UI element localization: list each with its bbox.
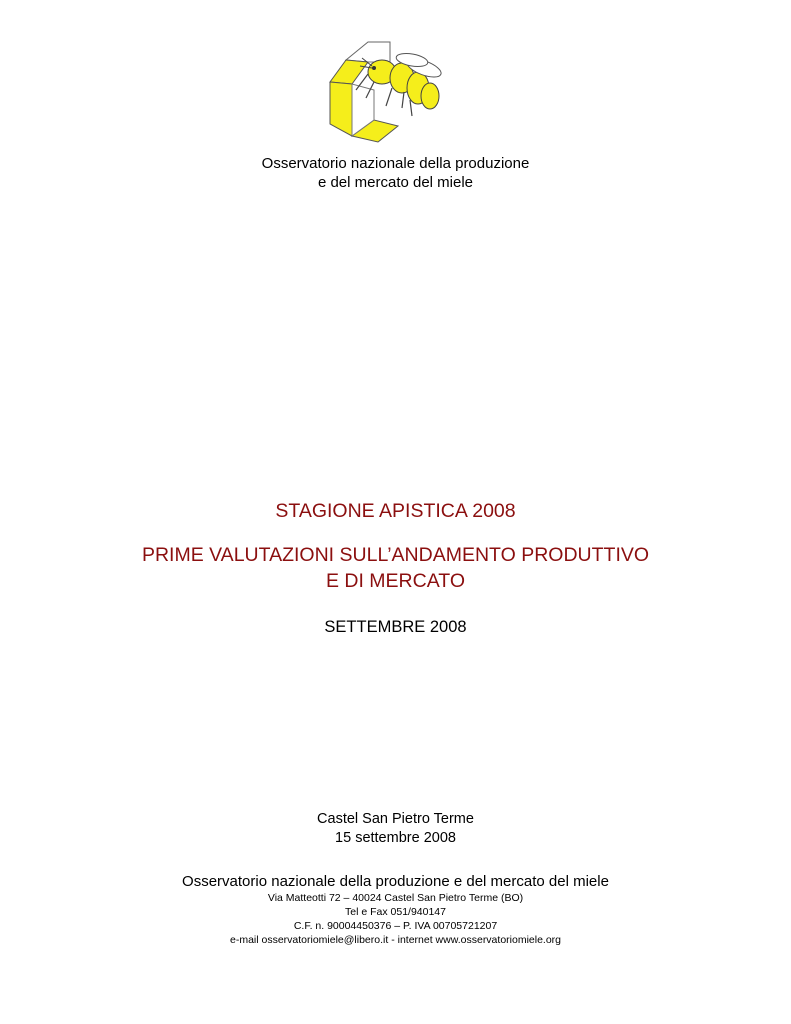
footer-address: Via Matteotti 72 – 40024 Castel San Pietro Terme (BO): [267, 892, 524, 904]
place-city: Castel San Pietro Terme: [317, 811, 474, 827]
document-subtitle-line-2: E DI MERCATO: [325, 570, 466, 592]
bee-honeycomb-logo-icon: [322, 38, 452, 150]
document-subtitle-line-1: PRIME VALUTAZIONI SULL’ANDAMENTO PRODUTTIVO: [141, 544, 650, 566]
place-date: 15 settembre 2008: [335, 830, 456, 846]
header-org-line-2: e del mercato del miele: [317, 174, 474, 191]
footer-org-name: Osservatorio nazionale della produzione e del mercato del miele: [182, 873, 609, 890]
document-title: STAGIONE APISTICA 2008: [275, 500, 516, 522]
document-date: SETTEMBRE 2008: [324, 618, 467, 636]
footer-contact: e-mail osservatoriomiele@libero.it - internet www.osservatoriomiele.org: [229, 934, 562, 946]
header-org-line-1: Osservatorio nazionale della produzione: [261, 155, 530, 172]
footer-tax-ids: C.F. n. 90004450376 – P. IVA 00705721207: [293, 920, 498, 932]
footer-phone: Tel e Fax 051/940147: [345, 906, 446, 918]
